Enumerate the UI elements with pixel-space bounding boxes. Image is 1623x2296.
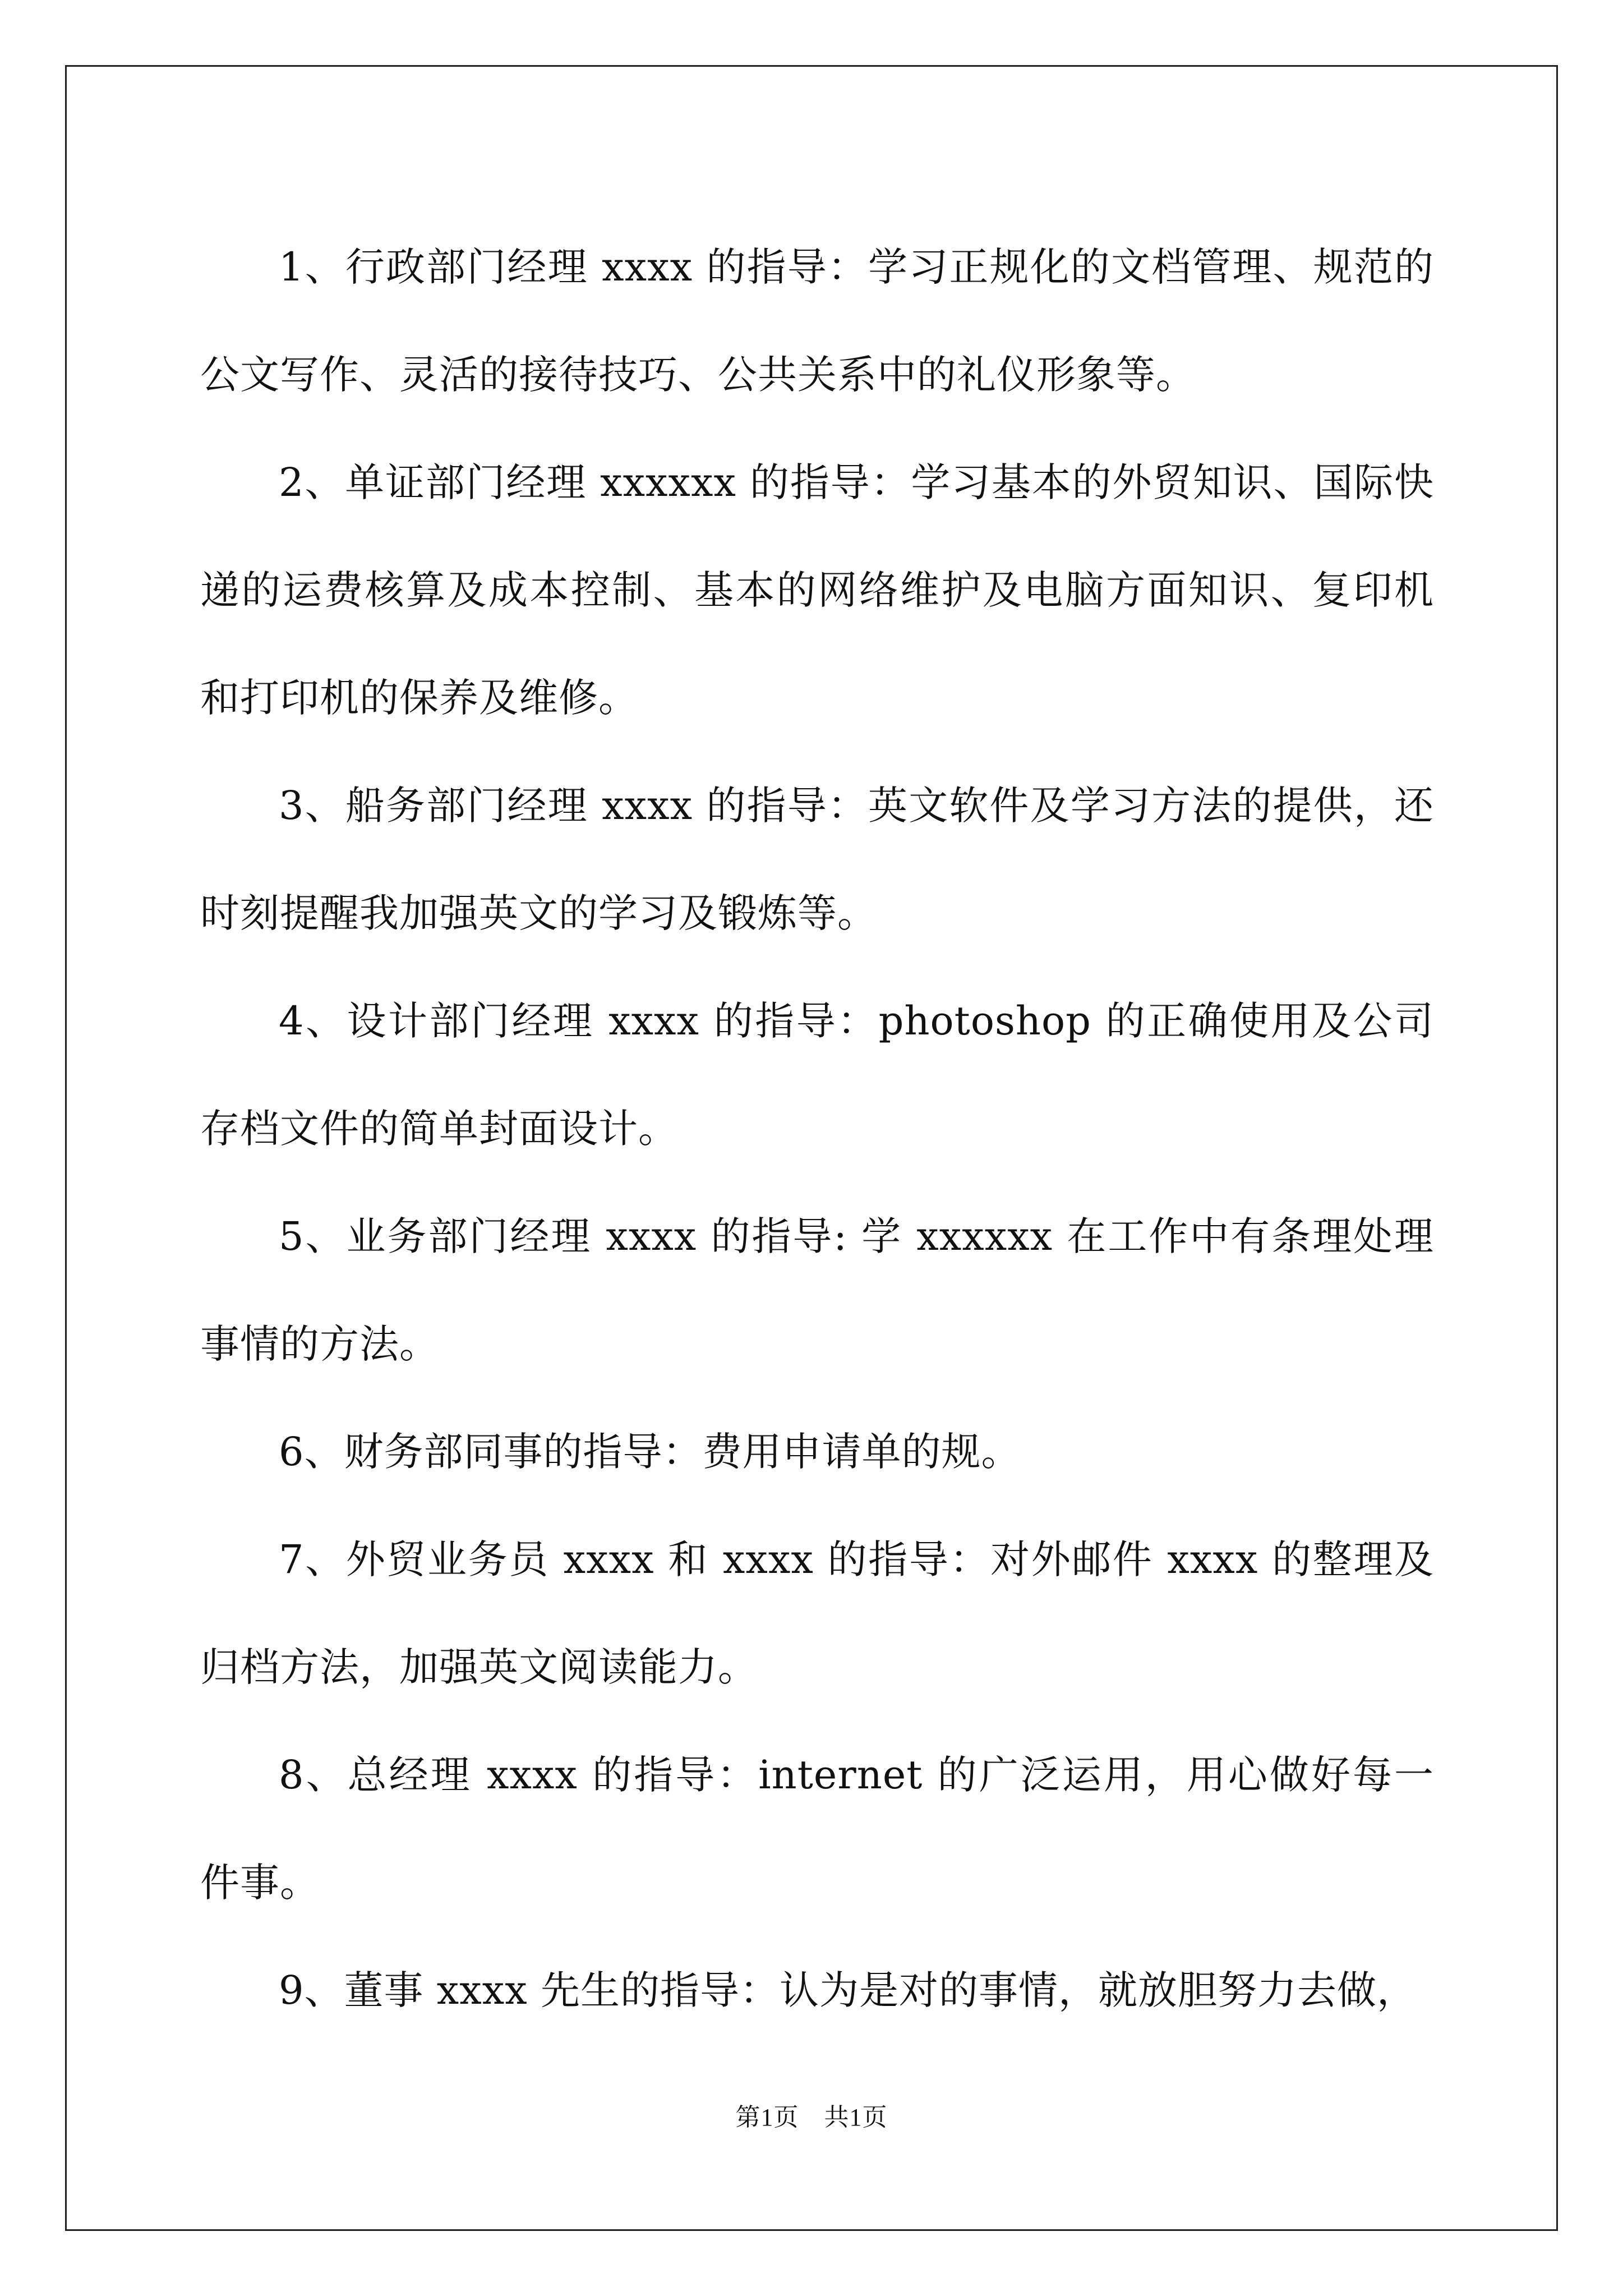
page-number-label: 第1页 共1页 [735, 2104, 888, 2131]
page-footer [0, 2097, 1623, 2133]
paragraph-1: 1、行政部门经理 xxxx 的指导：学习正规化的文档管理、规范的公文写作、灵活的接待技巧、公共关系中的礼仪形象等。 [200, 244, 1434, 398]
paragraph-7: 7、外贸业务员 xxxx 和 xxxx 的指导：对外邮件 xxxx 的整理及归档方法，加强英文阅读能力。 [200, 1536, 1434, 1690]
paragraph-9: 9、董事 xxxx 先生的指导：认为是对的事情，就放胆努力去做， [279, 1967, 1417, 2013]
paragraph-3: 3、船务部门经理 xxxx 的指导：英文软件及学习方法的提供，还时刻提醒我加强英文的学习及锻炼等。 [200, 783, 1434, 936]
paragraph-2: 2、单证部门经理 xxxxxx 的指导：学习基本的外贸知识、国际快递的运费核算及成本控制、基本的网络维护及电脑方面知识、复印机和打印机的保养及维修。 [200, 459, 1434, 721]
paragraph-6: 6、财务部同事的指导：费用申请单的规。 [279, 1429, 1021, 1475]
paragraph-4: 4、设计部门经理 xxxx 的指导：photoshop 的正确使用及公司存档文件的简单封面设计。 [200, 998, 1434, 1152]
paragraph-5: 5、业务部门经理 xxxx 的指导: 学 xxxxxx 在工作中有条理处理事情的方法。 [200, 1213, 1434, 1367]
paragraph-8: 8、总经理 xxxx 的指导：internet 的广泛运用，用心做好每一件事。 [200, 1752, 1434, 1906]
document-body [200, 213, 1434, 2044]
